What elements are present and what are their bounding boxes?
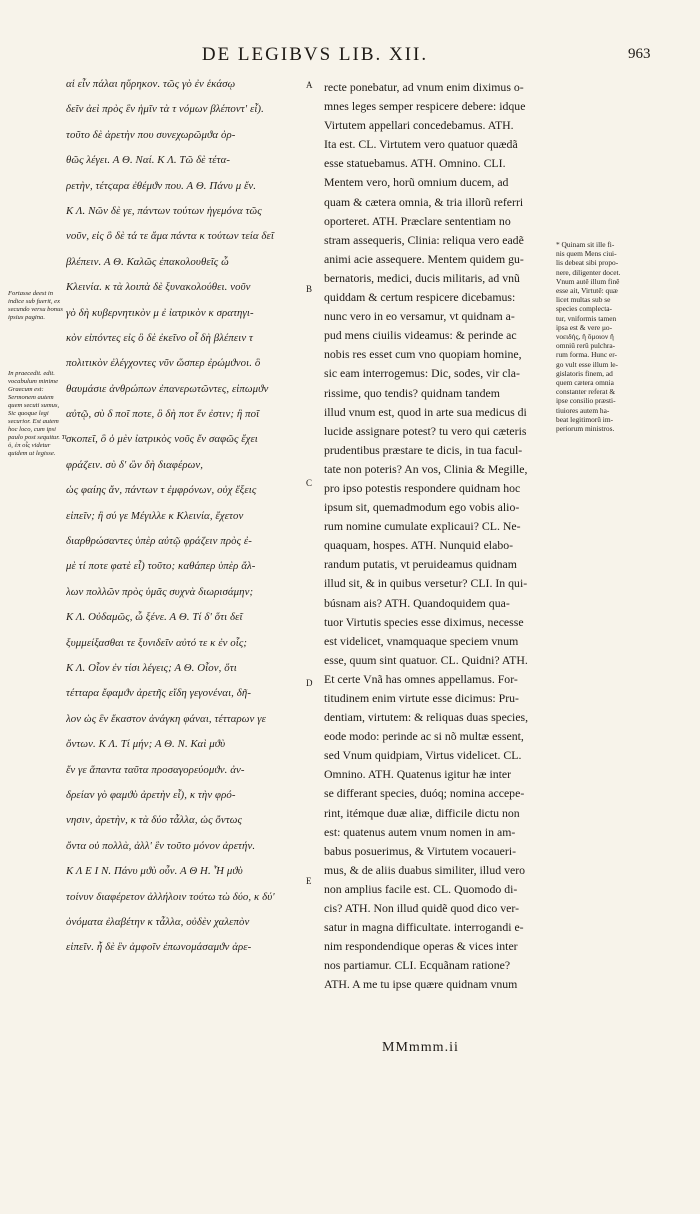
latin-text-line: est: quatenus autem vnum nomen in am-	[324, 824, 516, 839]
latin-text-line: esse statuebamus. ATH. Omnino. CLI.	[324, 156, 506, 171]
latin-text-line: esse, quum sint quatuor. CL. Quidni? ATH.	[324, 652, 528, 667]
right-margin-note-line: Vnum autẽ illum finẽ	[556, 276, 620, 286]
left-margin-note: In praecedit. edit. vocabulum minime Graecum est: Sermonem autem quem secuti sumus, Sic quoque legi securior. Est autem hoc loco, cum ipsi paulo post sequitur. Ti ὁ, ἐπ οἷς videtur quidem ut legisse.	[8, 370, 67, 457]
latin-text-column	[324, 78, 550, 994]
greek-text-line: μὲ τί ποτε φατὲ εἶ) τοῦτο; καθάπερ ὑπὲρ ἄλ-	[66, 560, 256, 573]
right-margin-note-line: esse ait, Virtutẽ: quæ	[556, 286, 618, 296]
latin-text-line: quaquam, hospes. ATH. Nunquid elabo-	[324, 538, 514, 553]
greek-text-line: πολιτικὸν ἐλέγχοντες νῦν ὥσπερ ἐρώμϑνοι. ὃ	[66, 357, 261, 370]
latin-text-line: non amplius facile est. CL. Quomodo di-	[324, 881, 518, 896]
latin-text-line: dentiam, virtutem: & reliquas duas species,	[324, 710, 529, 725]
greek-text-line: εἰπεῖν; ἢ σύ γε Μέγιλλε κ Κλεινία, ἔχετον	[66, 509, 244, 522]
right-margin-note-line: rum forma. Hunc er-	[556, 350, 618, 360]
latin-text-line: ATH. A me tu ipse quære quidnam vnum	[324, 977, 518, 992]
signature-mark: MMmmm.ii	[382, 1040, 459, 1055]
greek-text-line: ὄντων. Κ Λ. Τί μήν; Α Θ. Ν. Καὶ μϑὺ	[66, 738, 226, 751]
latin-text-line: eode modo: perinde ac si nõ multæ essent,	[324, 729, 524, 744]
margin-marker: C	[306, 478, 313, 488]
latin-text-line: prudentibus præstare te dicis, in tua facul-	[324, 442, 523, 457]
latin-text-line: sic eam interrogemus: Dic, sodes, vir cla-	[324, 366, 520, 381]
latin-text-line: satur in magna difficultate. interrogandi e-	[324, 920, 524, 935]
latin-text-line: rum nomine cumulate explicaui? CL. Ne-	[324, 519, 521, 534]
greek-text-line: Κ Λ. Νῶν δὲ γε, πάντων τούτων ἡγεμόνα τῶς	[66, 204, 262, 217]
latin-text-line: tate non poteris? An vos, Clinia & Megille,	[324, 461, 528, 476]
greek-text-line: τέτταρα ἔφαμϑν ἀρετῆς εἴδη γεγονέναι, δῆ-	[66, 687, 252, 700]
right-margin-note-line: lis debeat sibi propo-	[556, 258, 619, 268]
right-margin-note-line: ipse consilio præsti-	[556, 396, 616, 406]
latin-text-line: ipsum sit, quemadmodum ego vobis alio-	[324, 500, 520, 515]
latin-text-line: Ita est. CL. Virtutem vero quatuor quædã	[324, 137, 518, 152]
right-margin-note-line: omniũ rerũ pulchra-	[556, 341, 616, 351]
latin-text-line: Et certe Vnã has omnes appellamus. For-	[324, 671, 518, 686]
latin-text-line: pro ipso potestis respondere quidnam hoc	[324, 480, 521, 495]
latin-text-line: sed Vnum quidpiam, Virtus videlicet. CL.	[324, 748, 522, 763]
greek-text-line: τοίνυν διαφέρετον ἀλλήλοιν τούτω τὼ δύο, κ δύ'	[66, 890, 275, 903]
latin-text-line: titudinem enim virtute esse dicimus: Pru-	[324, 691, 519, 705]
greek-text-line: τοῦτο δὲ ἀρετὴν που συνεχωρῶμϑα ὀρ-	[66, 128, 236, 141]
latin-text-line: quiddam & certum respicere dicebamus:	[324, 290, 516, 305]
greek-text-line: νοῦν, εἰς ὃ δὲ τά τε ἄμα πάντα κ τούτων τεία δεῖ	[66, 230, 274, 243]
margin-marker: E	[306, 876, 312, 886]
latin-text-line: nobis res esset cum vno quopiam homine,	[324, 347, 522, 362]
latin-text-line: Omnino. ATH. Quatenus igitur hæ inter	[324, 767, 512, 782]
right-margin-note	[556, 240, 696, 433]
right-margin-note-line: tur, vniformis tamen	[556, 313, 617, 323]
greek-text-line: δρείαν γὸ φαμϑὺ ἀρετὴν εἶ), κ τὴν φρό-	[66, 788, 236, 801]
greek-text-column	[66, 72, 316, 962]
right-margin-note-line: ipsa est & vere μο-	[556, 322, 613, 332]
latin-text-line: oporteret. ATH. Præclare sententiam no	[324, 213, 511, 228]
greek-text-line: φράζειν. σὺ δ' ὢν δὴ διαφέρων,	[66, 458, 204, 471]
greek-text-line: εἰπεῖν. ἧ δὲ ἓν ἀμφοῖν ἐπωνομάσαμϑν ἀρε-	[66, 941, 252, 954]
greek-text-line: αὐτῷ, σὺ δ ποῖ ποτε, ὃ δὴ ποτ ἕν ἐστιν; ἢ ποῖ	[66, 408, 260, 421]
right-margin-note-line: gislatoris finem, ad	[556, 368, 613, 378]
latin-text-line: randum putatis, vt peruideamus quidnam	[324, 557, 517, 572]
greek-text-line: κὸν εἰπόντες εἰς ὃ δὲ ἐκεῖνο οἷ δὴ βλέπειν τ	[66, 331, 254, 344]
latin-text-line: pud mens ciuilis videamus: & perinde ac	[324, 328, 517, 343]
greek-text-line: ὡς φαίης ἄν, πάντων τ ἐμφρόνων, οὐχ ἕξεις	[66, 484, 257, 497]
latin-text-line: est videlicet, vnamquaque speciem vnum	[324, 633, 519, 648]
right-margin-note-line: go vult esse illum le-	[556, 359, 618, 369]
greek-text-line: Κ Λ Ε Ι Ν. Πάνυ μϑὺ οὖν. Α Θ Η. Ἧ μϑὺ	[66, 865, 243, 878]
page-number: 963	[628, 46, 651, 62]
latin-text-line: stram assequeris, Clinia: reliqua vero eadẽ	[324, 232, 524, 247]
greek-text-line: νησιν, ἀρετὴν, κ τὰ δύο τἆλλα, ὡς ὄντως	[66, 814, 242, 827]
latin-text-line: recte ponebatur, ad vnum enim diximus o-	[324, 80, 524, 94]
latin-text-line: Virtutem appellari concedebamus. ATH.	[324, 118, 514, 133]
margin-marker: B	[306, 284, 313, 294]
latin-text-line: rint, itémque duæ aliæ, difficile dictu non	[324, 805, 520, 820]
right-margin-note-line: constanter referat &	[556, 387, 616, 397]
right-margin-note-line: * Quinam sit ille fi-	[556, 240, 615, 249]
right-margin-note-line: periorum ministros.	[556, 424, 615, 434]
greek-text-line: ξυμμείξασθαι τε ξυνιδεῖν αὐτό τε κ ἐν οἷς;	[66, 636, 248, 649]
greek-text-line: Κ Λ. Οἷον ἐν τίσι λέγεις; Α Θ. Οἷον, ὅτι	[66, 661, 237, 674]
latin-text-line: cis? ATH. Non illud quidẽ quod dico ver-	[324, 901, 520, 916]
greek-text-line: Κ Λ. Οὐδαμῶς, ὦ ξένε. Α Θ. Τί δ' ὅτι δεῖ	[66, 611, 243, 624]
greek-text-line: διαρθρώσαντες ὑπὲρ αὐτῷ φράζειν πρὸς ἐ-	[66, 535, 252, 548]
greek-text-line: σκοπεῖ, ὃ ὁ μὲν ἰατρικὸς νοῦς ἔν σαφῶς ἔχει	[66, 433, 258, 446]
latin-text-line: Mentem vero, horũ omnium ducem, ad	[324, 175, 509, 190]
margin-marker: D	[306, 678, 313, 688]
greek-text-line: θῶς λέγει. Α Θ. Ναί. Κ Λ. Τῶ δὲ τέτα-	[66, 154, 231, 167]
latin-text-line: animi acie assequere. Mentem quidem gu-	[324, 251, 524, 266]
greek-text-line: δεῖν ἀεὶ πρὸς ἓν ἡμῖν τὰ τ νόμων βλέποντ' εἶ).	[66, 103, 264, 116]
right-margin-note-line: species complecta-	[556, 304, 613, 314]
greek-text-line: αἱ εἶν πάλαι ηὕρηκον. τῶς γὸ ἐν ἑκάσῳ	[66, 78, 236, 90]
running-head: DE LEGIBVS LIB. XII.	[201, 44, 429, 65]
greek-text-line: ἕν γε ἅπαντα ταῦτα προσαγορεύομϑν. ἀν-	[66, 763, 245, 776]
latin-text-line: tuor Virtutis species esse diximus, necesse	[324, 614, 524, 629]
latin-text-line: babus posuerimus, & Virtutem vocaueri-	[324, 843, 517, 858]
margin-marker: A	[306, 80, 313, 90]
latin-text-line: quam & cætera omnia, & tria illorũ referri	[324, 194, 524, 209]
greek-text-line: ρετὴν, τέτϛαρα ἐθέμϑν που. Α Θ. Πάνυ μ ἔν.	[66, 179, 257, 192]
latin-text-line: rissime, quo tendis? quidnam tandem	[324, 385, 500, 400]
latin-text-line: se differant species, duóq; nomina accepe-	[324, 786, 525, 801]
greek-text-line: γὸ δὴ κυβερνητικὸν μ ἐ ἰατρικὸν κ σρατηγι-	[66, 306, 254, 319]
greek-text-line: λων πολλῶν πρὸς ὑμᾶς συχνὰ διωρισάμην;	[66, 585, 254, 598]
latin-text-line: nunc vero in eo versamur, vt quidnam a-	[324, 309, 515, 324]
latin-text-line: illud vnum est, quod in arte sua medicus di	[324, 404, 527, 419]
latin-text-line: búsnam ais? ATH. Quandoquidem qua-	[324, 595, 510, 610]
latin-text-line: mnes leges semper respicere debere: idque	[324, 99, 526, 114]
greek-text-line: Κλεινία. κ τὰ λοιπὰ δὲ ξυνακολούθει. νοῦν	[66, 281, 251, 294]
latin-text-line: nim respondendique operas & vices inter	[324, 939, 518, 954]
latin-text-line: lucide assignare potest? tu vero qui cæteris	[324, 423, 527, 438]
right-margin-note-line: licet multas sub se	[556, 295, 611, 305]
greek-text-line: ὄντα οὐ πολλὰ, ἀλλ' ἓν τοῦτο μόνον ἀρετήν.	[66, 839, 256, 852]
right-margin-note-line: νοειδής, ἢ ὅμοιον ἢ	[556, 332, 614, 342]
left-margin-note: Fortasse deest in indice sub fuerit, ex secundo versu bonus ipsius pagina.	[8, 290, 63, 321]
greek-text-line: θαυμάσιε ἀνθρώπων ἐπανερωτῶντες, εἰπωμϑν	[66, 382, 269, 395]
latin-text-line: nos partiamur. CLI. Ecquãnam ratione?	[324, 958, 511, 973]
latin-text-line: bernatoris, medici, ducis militaris, ad vnũ	[324, 270, 520, 285]
greek-text-line	[66, 961, 316, 962]
right-margin-note-line: beat legitimorũ im-	[556, 414, 614, 424]
greek-text-line: ὀνόματα ἐλαβέτην κ τἆλλα, οὐδὲν χαλεπὸν	[66, 915, 250, 928]
greek-text-line: λον ὡς ἓν ἕκαστον ἀνάγκη φάναι, τέτταρων γε	[66, 712, 266, 725]
right-margin-note-line: nis quem Mens ciui-	[556, 249, 617, 259]
right-margin-note-line: quem cætera omnia	[556, 378, 614, 388]
right-margin-note-line: tiuiores autem ha-	[556, 405, 610, 415]
latin-text-line: mus, & de aliis duabus similiter, illud vero	[324, 862, 526, 877]
latin-text-line: illud sit, & in quibus versetur? CLI. In qui-	[324, 576, 528, 591]
greek-text-line: βλέπειν. Α Θ. Καλῶς ἐπακολουθεῖς ὦ	[66, 255, 229, 268]
right-margin-note-line: nere, diligenter docet.	[556, 267, 621, 277]
